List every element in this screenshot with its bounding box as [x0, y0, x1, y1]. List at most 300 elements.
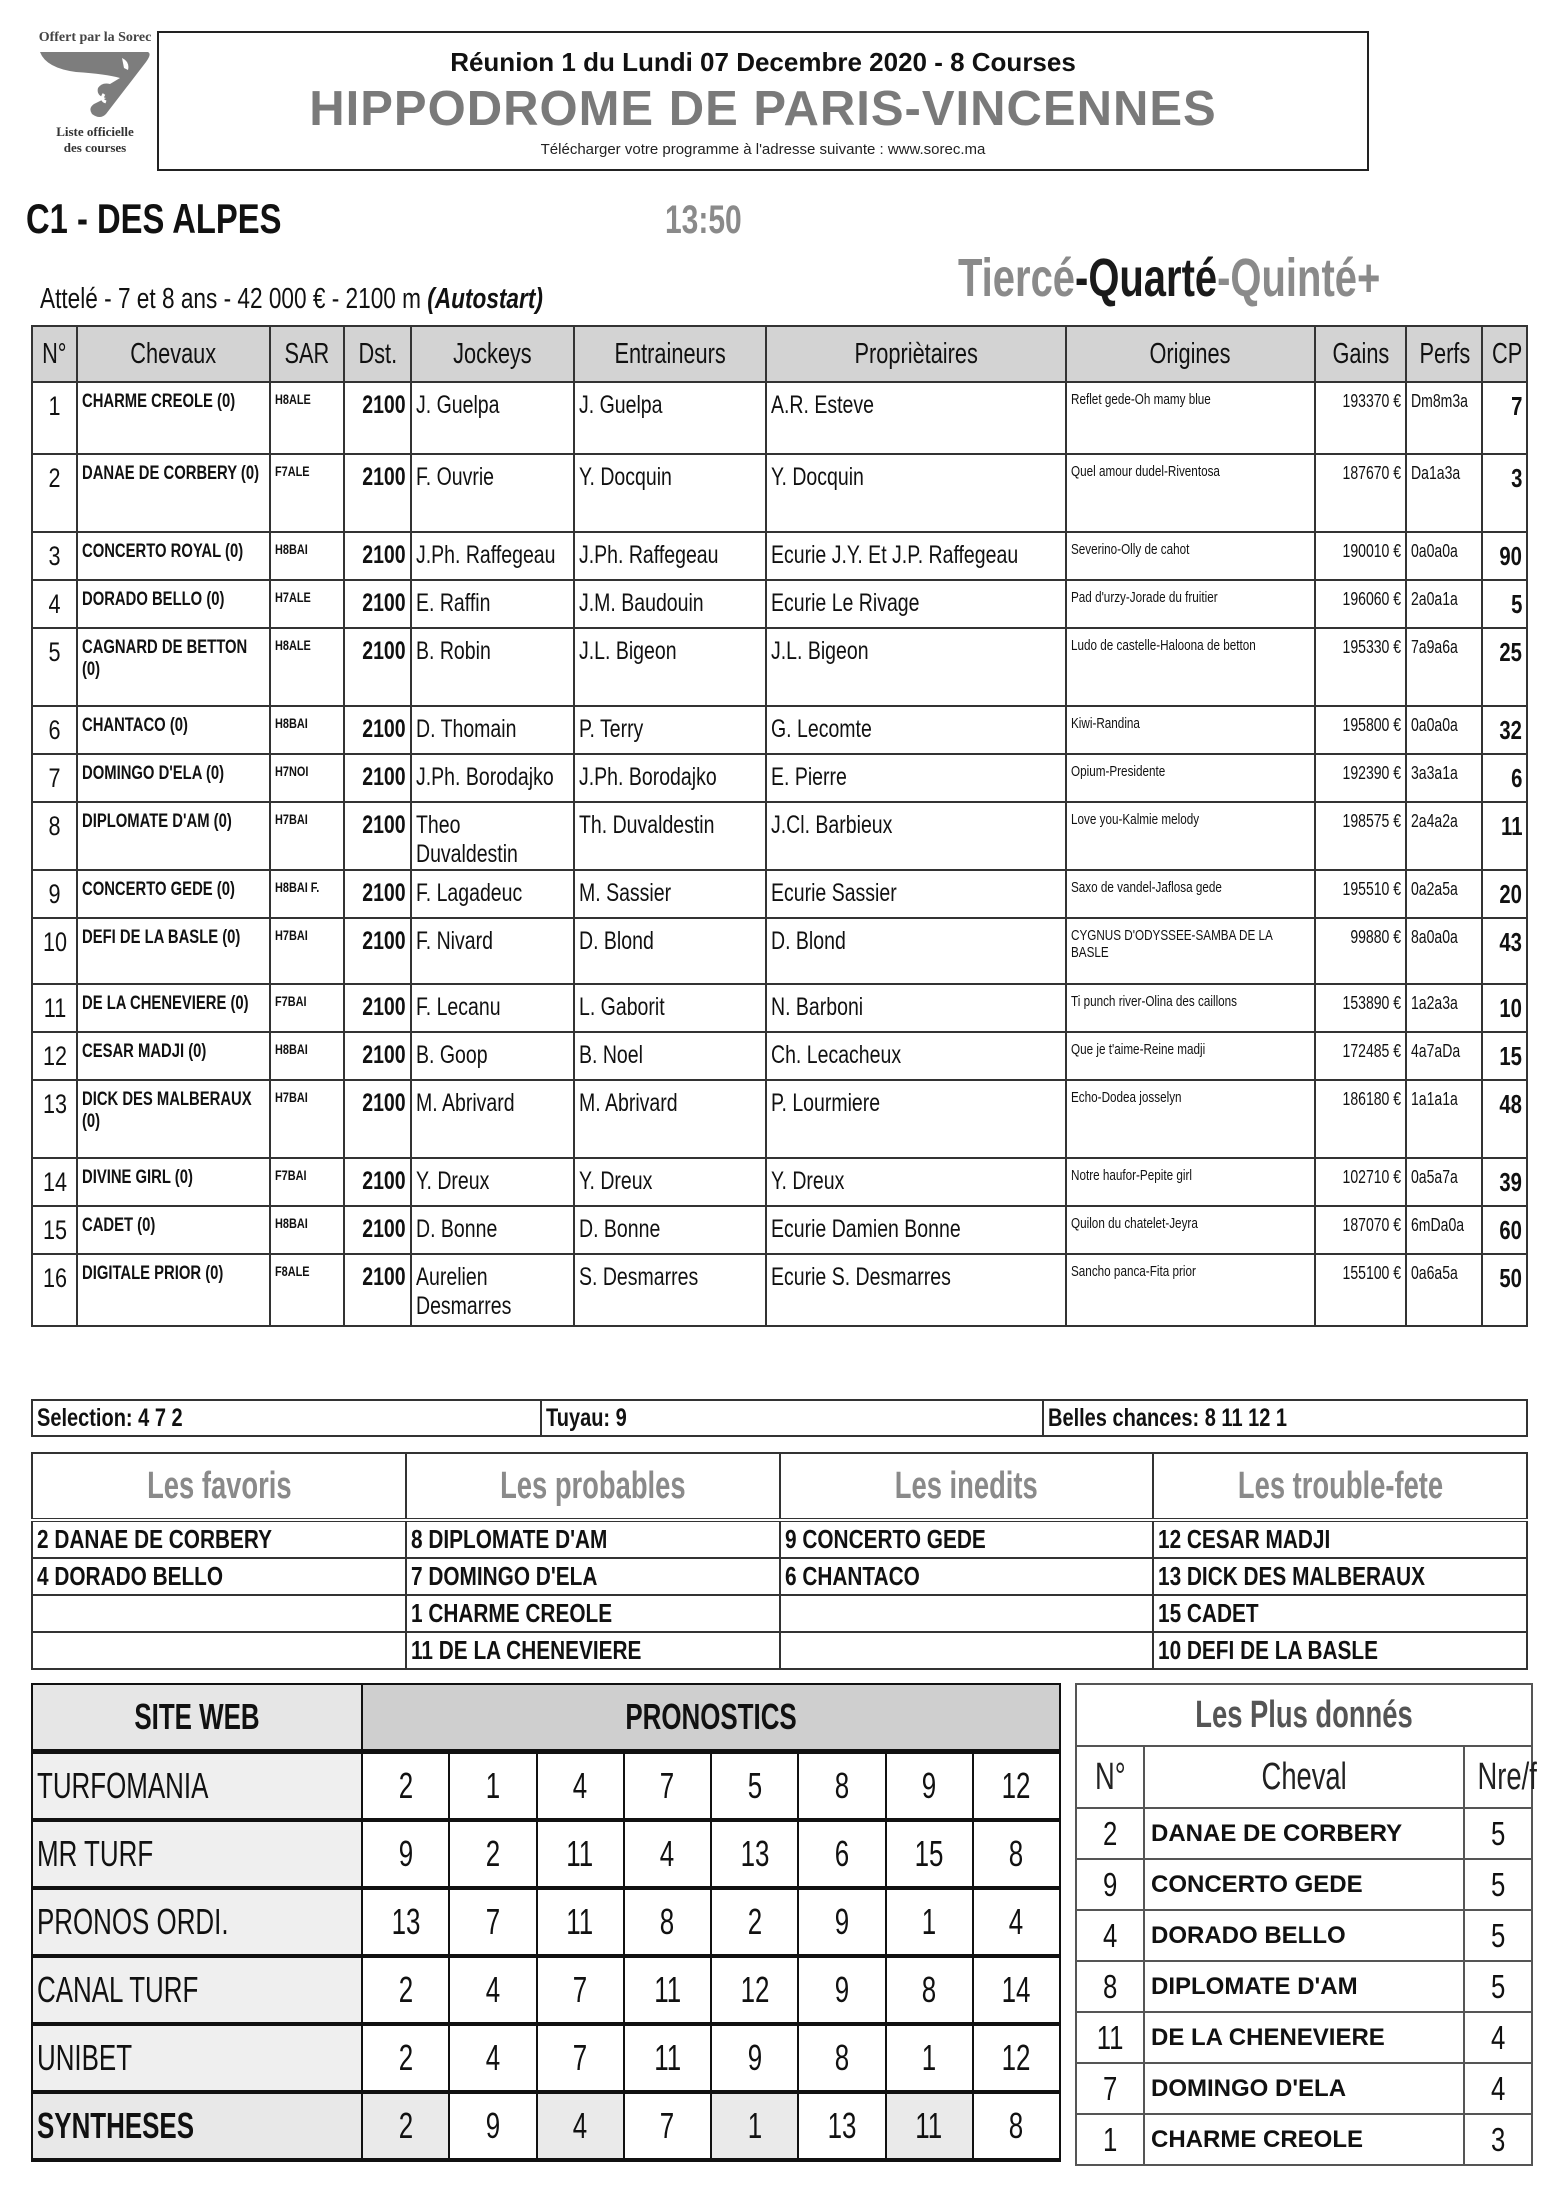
logo-bottom-line2: des courses	[63, 140, 127, 155]
race-info-text: Attelé - 7 et 8 ans - 42 000 € - 2100 m	[40, 283, 428, 315]
bet-quarte: Quarté	[1088, 248, 1218, 308]
trainer-name: D. Bonne	[578, 1215, 661, 1243]
owner-name-cell	[766, 1080, 1065, 1158]
trainer-name-cell	[574, 1254, 766, 1326]
most-picked-count: 5	[1490, 1967, 1506, 2005]
column-header-horse	[77, 326, 269, 382]
runner-row	[32, 870, 1527, 918]
cp-value: 3	[1510, 463, 1522, 493]
sar-code-cell	[270, 802, 345, 870]
perfs-cell	[1406, 628, 1482, 706]
trainer-name: S. Desmarres	[578, 1263, 699, 1291]
pick-cell	[711, 1956, 798, 2024]
trainer-name: Y. Dreux	[578, 1167, 653, 1195]
perfs-cell	[1406, 1080, 1482, 1158]
gains: 186180 €	[1342, 1089, 1402, 1109]
runner-number-cell	[32, 802, 77, 870]
distance: 2100	[362, 1089, 406, 1117]
trainer-name-cell	[574, 802, 766, 870]
sar-code-cell	[270, 454, 345, 532]
pick-number: 9	[834, 1969, 850, 2010]
trainer-name: Th. Duvaldestin	[578, 811, 715, 839]
pronostic-row	[32, 2024, 1060, 2092]
pick-cell	[886, 1820, 973, 1888]
category-cell-probables	[406, 1520, 780, 1558]
gains: 187070 €	[1342, 1215, 1402, 1235]
gains-cell	[1315, 454, 1406, 532]
horse-name-cell	[77, 1158, 269, 1206]
most-picked-count-cell	[1464, 1808, 1532, 1859]
category-cell-favoris	[32, 1632, 406, 1669]
cp-value-cell	[1482, 1158, 1527, 1206]
jockey-name-cell	[411, 1254, 574, 1326]
jockey-name-cell	[411, 1080, 574, 1158]
cp-value: 11	[1500, 811, 1522, 841]
origins-cell	[1066, 1254, 1316, 1326]
jockey-name: F. Ouvrie	[415, 463, 494, 491]
trainer-name: J.L. Bigeon	[578, 637, 677, 665]
origins-cell	[1066, 706, 1316, 754]
site-web-header-text: SITE WEB	[134, 1696, 260, 1737]
pick-cell	[362, 2024, 449, 2092]
origins-cell	[1066, 1032, 1316, 1080]
distance-cell	[344, 706, 410, 754]
origins-cell	[1066, 754, 1316, 802]
most-picked-horse: DIPLOMATE D'AM	[1144, 1961, 1464, 2012]
pick-number: 15	[914, 1833, 944, 1874]
cp-value: 50	[1499, 1263, 1522, 1293]
pick-number: 12	[1001, 2037, 1031, 2078]
most-picked-horse: DE LA CHENEVIERE	[1144, 2012, 1464, 2063]
origins: Sancho panca-Fita prior	[1070, 1263, 1196, 1280]
owner-name: G. Lecomte	[771, 715, 873, 743]
most-picked-title-text: Les Plus donnés	[1195, 1693, 1413, 1736]
pick-number: 9	[747, 2037, 762, 2078]
runner-number-cell	[32, 870, 77, 918]
distance: 2100	[362, 763, 406, 791]
perfs: 4a7aDa	[1411, 1041, 1461, 1061]
gains-cell	[1315, 918, 1406, 984]
owner-name: Y. Dreux	[771, 1167, 845, 1195]
pick-number: 11	[653, 1969, 681, 2010]
sar-code: H8BAI	[274, 541, 308, 557]
owner-name-cell	[766, 802, 1065, 870]
pick-number: 11	[566, 1901, 594, 1942]
jockey-name: F. Lecanu	[415, 993, 501, 1021]
belles-chances-text: Belles chances: 8 11 12 1	[1048, 1404, 1288, 1432]
runner-number: 10	[42, 927, 67, 957]
origins-cell	[1066, 532, 1316, 580]
sar-code: H8ALE	[274, 391, 311, 407]
horse-name-cell	[77, 628, 269, 706]
owner-name: Ecurie Damien Bonne	[771, 1215, 962, 1243]
pick-cell	[624, 1752, 711, 1821]
sar-code: H8BAI	[274, 1041, 308, 1057]
race-conditions	[40, 283, 543, 316]
meeting-title: Réunion 1 du Lundi 07 Decembre 2020 - 8 Courses	[450, 47, 1076, 77]
owner-name: E. Pierre	[771, 763, 848, 791]
owner-name: Y. Docquin	[771, 463, 865, 491]
sar-code: H8BAI	[274, 715, 308, 731]
gains: 195330 €	[1342, 637, 1402, 657]
tuyau-cell	[542, 1401, 1044, 1435]
distance: 2100	[362, 589, 406, 617]
pick-number: 9	[398, 1833, 413, 1874]
perfs-cell	[1406, 1254, 1482, 1326]
most-picked-horse: DORADO BELLO	[1144, 1910, 1464, 1961]
pick-cell	[449, 1888, 536, 1956]
owner-name-cell	[766, 918, 1065, 984]
sar-code: H7NOI	[274, 763, 309, 779]
cp-value: 60	[1499, 1215, 1522, 1245]
runner-number: 7	[48, 763, 61, 793]
pick-number: 12	[740, 1969, 770, 2010]
pick-cell	[798, 2092, 885, 2160]
pick-number: 4	[485, 1969, 501, 2010]
cp-value-cell	[1482, 1080, 1527, 1158]
gains-cell	[1315, 754, 1406, 802]
trainer-name-cell	[574, 1032, 766, 1080]
category-row	[32, 1520, 1527, 1558]
pick-number: 2	[485, 1833, 501, 1874]
origins: Echo-Dodea josselyn	[1070, 1089, 1182, 1106]
cp-value: 90	[1499, 541, 1522, 571]
trainer-name: B. Noel	[578, 1041, 643, 1069]
distance-cell	[344, 870, 410, 918]
trainer-name-cell	[574, 870, 766, 918]
sar-code-cell	[270, 754, 345, 802]
origins-cell	[1066, 1206, 1316, 1254]
horse-name-cell	[77, 870, 269, 918]
sar-code: H8ALE	[274, 637, 311, 653]
pronostic-row	[32, 1956, 1060, 2024]
horse-name-cell	[77, 382, 269, 454]
column-header-label: Gains	[1332, 337, 1390, 370]
perfs: 2a0a1a	[1411, 589, 1458, 609]
site-name: PRONOS ORDI.	[37, 1901, 229, 1942]
origins: Saxo de vandel-Jaflosa gede	[1070, 879, 1222, 896]
horse-name: DEFI DE LA BASLE (0)	[82, 927, 241, 948]
perfs: 3a3a1a	[1411, 763, 1458, 783]
origins-cell	[1066, 984, 1316, 1032]
jockey-name: M. Abrivard	[415, 1089, 515, 1117]
column-header-label: CP	[1491, 337, 1522, 370]
category-entry: 9 CONCERTO GEDE	[784, 1524, 986, 1554]
pronostics-table	[31, 1683, 1061, 2162]
trainer-name: M. Abrivard	[578, 1089, 678, 1117]
distance: 2100	[362, 811, 406, 839]
gains-cell	[1315, 1206, 1406, 1254]
pick-cell	[886, 1752, 973, 1821]
jockey-name-cell	[411, 918, 574, 984]
pick-number: 2	[398, 1765, 413, 1806]
origins: Notre haufor-Pepite girl	[1070, 1167, 1192, 1184]
pick-number: 4	[572, 1765, 588, 1806]
perfs: 2a4a2a	[1411, 811, 1458, 831]
owner-name-cell	[766, 1254, 1065, 1326]
distance-cell	[344, 1032, 410, 1080]
most-picked-header-horse	[1144, 1746, 1464, 1808]
most-picked-row	[1076, 2114, 1532, 2165]
tuyau-text: Tuyau: 9	[546, 1404, 627, 1432]
most-picked-row	[1076, 2063, 1532, 2114]
jockey-name-cell	[411, 1032, 574, 1080]
pick-number: 12	[1001, 1765, 1031, 1806]
owner-name: Ecurie Le Rivage	[771, 589, 920, 617]
most-picked-horse: DOMINGO D'ELA	[1144, 2063, 1464, 2114]
runner-number: 3	[48, 541, 61, 571]
jockey-name: Y. Dreux	[415, 1167, 490, 1195]
category-header-trouble-fete	[1153, 1453, 1527, 1520]
most-picked-number: 9	[1102, 1865, 1118, 1903]
horse-name-cell	[77, 918, 269, 984]
jockey-name: D. Bonne	[415, 1215, 498, 1243]
trainer-name-cell	[574, 706, 766, 754]
runner-row	[32, 754, 1527, 802]
distance: 2100	[362, 715, 406, 743]
perfs-cell	[1406, 1206, 1482, 1254]
horse-name-cell	[77, 1080, 269, 1158]
category-cell-inedits	[780, 1632, 1154, 1669]
horse-name: CESAR MADJI (0)	[82, 1041, 207, 1062]
pick-cell	[973, 1888, 1060, 1956]
pick-cell	[362, 1752, 449, 1821]
horse-name: DANAE DE CORBERY (0)	[82, 463, 260, 484]
column-header-label: Entraineurs	[614, 337, 726, 370]
most-picked-number: 8	[1102, 1967, 1118, 2005]
gains-cell	[1315, 1080, 1406, 1158]
cp-value-cell	[1482, 754, 1527, 802]
pick-number: 1	[921, 1901, 937, 1942]
category-cell-favoris	[32, 1595, 406, 1632]
column-header-gains	[1315, 326, 1406, 382]
owner-name-cell	[766, 1032, 1065, 1080]
category-header-label: Les inedits	[894, 1464, 1038, 1507]
sar-code: H8BAI	[274, 1215, 308, 1231]
distance: 2100	[362, 463, 406, 491]
gains: 198575 €	[1342, 811, 1402, 831]
category-cell-trouble-fete	[1153, 1632, 1527, 1669]
gains-cell	[1315, 532, 1406, 580]
runner-row	[32, 1080, 1527, 1158]
column-header-label: Propriètaires	[854, 337, 978, 370]
horse-name: CONCERTO ROYAL (0)	[82, 541, 244, 562]
jockey-name: Aurelien Desmarres	[415, 1263, 512, 1320]
runner-number-cell	[32, 382, 77, 454]
horse-name-cell	[77, 754, 269, 802]
most-picked-count: 5	[1490, 1916, 1506, 1954]
cp-value-cell	[1482, 1206, 1527, 1254]
perfs: 8a0a0a	[1411, 927, 1458, 947]
owner-name-cell	[766, 454, 1065, 532]
jockey-name-cell	[411, 870, 574, 918]
trainer-name: M. Sassier	[578, 879, 672, 907]
selection-cell	[33, 1401, 542, 1435]
distance-cell	[344, 1080, 410, 1158]
sar-code-cell	[270, 580, 345, 628]
site-name-cell	[32, 2092, 362, 2160]
perfs-cell	[1406, 580, 1482, 628]
site-name: UNIBET	[37, 2037, 133, 2078]
category-entry: 2 DANAE DE CORBERY	[37, 1524, 272, 1554]
cp-value: 7	[1510, 391, 1522, 421]
owner-name: J.Cl. Barbieux	[771, 811, 893, 839]
pick-number: 8	[1009, 1833, 1024, 1874]
distance-cell	[344, 628, 410, 706]
category-entry: 4 DORADO BELLO	[37, 1561, 224, 1591]
most-picked-count-cell	[1464, 1961, 1532, 2012]
most-picked-horse: CHARME CREOLE	[1144, 2114, 1464, 2165]
cp-value: 39	[1499, 1167, 1522, 1197]
distance: 2100	[362, 1215, 406, 1243]
jockey-name-cell	[411, 580, 574, 628]
trainer-name: J.Ph. Borodajko	[578, 763, 717, 791]
distance: 2100	[362, 1263, 406, 1291]
jockey-name: B. Robin	[415, 637, 491, 665]
perfs: 0a0a0a	[1411, 715, 1458, 735]
pick-cell	[886, 2024, 973, 2092]
cp-value-cell	[1482, 1254, 1527, 1326]
runner-number: 9	[48, 879, 61, 909]
cp-value-cell	[1482, 628, 1527, 706]
bet-tierce: Tiercé	[958, 248, 1076, 308]
cp-value-cell	[1482, 802, 1527, 870]
runner-row	[32, 1032, 1527, 1080]
logo-top-text: Offert par la Sorec	[38, 30, 152, 45]
jockey-name-cell	[411, 1158, 574, 1206]
owner-name-cell	[766, 870, 1065, 918]
perfs: 1a2a3a	[1411, 993, 1458, 1013]
perfs-cell	[1406, 1158, 1482, 1206]
gains-cell	[1315, 984, 1406, 1032]
category-entry: 7 DOMINGO D'ELA	[410, 1561, 598, 1591]
pick-number: 4	[572, 2105, 588, 2146]
runner-row	[32, 382, 1527, 454]
distance-cell	[344, 1158, 410, 1206]
category-entry: 11 DE LA CHENEVIERE	[410, 1635, 642, 1665]
origins: CYGNUS D'ODYSSEE-SAMBA DE LA BASLE	[1070, 927, 1272, 961]
perfs: 6mDa0a	[1411, 1215, 1465, 1235]
perfs: 0a5a7a	[1411, 1167, 1458, 1187]
most-picked-row	[1076, 1859, 1532, 1910]
sar-code: H7BAI	[274, 811, 308, 827]
pick-number: 2	[747, 1901, 762, 1942]
sar-code: F7BAI	[274, 993, 307, 1009]
distance-cell	[344, 984, 410, 1032]
download-notice: Télécharger votre programme à l'adresse suivante : www.sorec.ma	[540, 141, 986, 158]
owner-name: Ecurie J.Y. Et J.P. Raffegeau	[771, 541, 1019, 569]
gains: 196060 €	[1342, 589, 1402, 609]
runner-number: 12	[42, 1041, 67, 1071]
site-name-cell	[32, 1820, 362, 1888]
distance: 2100	[362, 637, 406, 665]
pick-cell	[973, 2024, 1060, 2092]
pick-number: 2	[398, 1969, 413, 2010]
pick-number: 8	[921, 1969, 937, 2010]
sar-code-cell	[270, 628, 345, 706]
trainer-name-cell	[574, 1080, 766, 1158]
pick-number: 11	[653, 2037, 681, 2078]
site-name: MR TURF	[37, 1833, 154, 1874]
cp-value: 25	[1499, 637, 1522, 667]
distance-cell	[344, 580, 410, 628]
owner-name-cell	[766, 706, 1065, 754]
cp-value: 48	[1499, 1089, 1522, 1119]
distance: 2100	[362, 927, 406, 955]
pick-cell	[798, 1820, 885, 1888]
cp-value-cell	[1482, 1032, 1527, 1080]
gains-cell	[1315, 1158, 1406, 1206]
pick-number: 2	[398, 2105, 413, 2146]
category-header-label: Les probables	[499, 1464, 686, 1507]
runner-number: 13	[42, 1089, 67, 1119]
gains-cell	[1315, 706, 1406, 754]
runner-number: 14	[42, 1167, 67, 1197]
sar-code: H7BAI	[274, 1089, 308, 1105]
most-picked-title-row	[1076, 1684, 1532, 1746]
pick-number: 11	[566, 1833, 594, 1874]
pick-cell	[362, 1956, 449, 2024]
site-name: SYNTHESES	[37, 2105, 195, 2146]
jockey-name: J.Ph. Raffegeau	[415, 541, 556, 569]
jockey-name: Theo Duvaldestin	[415, 811, 518, 868]
pick-cell	[798, 1956, 885, 2024]
pick-number: 4	[1009, 1901, 1024, 1942]
origins: Que je t'aime-Reine madji	[1070, 1041, 1205, 1058]
origins: Ti punch river-Olina des caillons	[1070, 993, 1237, 1010]
horse-name-cell	[77, 580, 269, 628]
runner-number-cell	[32, 1032, 77, 1080]
category-cell-trouble-fete	[1153, 1558, 1527, 1595]
pick-number: 7	[485, 1901, 501, 1942]
runner-row	[32, 984, 1527, 1032]
jockey-name: B. Goop	[415, 1041, 488, 1069]
column-header-label: Jockeys	[453, 337, 532, 370]
jockey-name: J.Ph. Borodajko	[415, 763, 554, 791]
runner-number-cell	[32, 984, 77, 1032]
owner-name: A.R. Esteve	[771, 391, 875, 419]
most-picked-header-label: Nre/f	[1477, 1755, 1537, 1798]
origins-cell	[1066, 454, 1316, 532]
category-entry: 13 DICK DES MALBERAUX	[1158, 1561, 1426, 1591]
most-picked-number-cell	[1076, 1808, 1144, 1859]
perfs: 0a0a0a	[1411, 541, 1458, 561]
column-header-label: N°	[42, 337, 67, 370]
category-cell-probables	[406, 1558, 780, 1595]
owner-name: Ch. Lecacheux	[771, 1041, 902, 1069]
pick-number: 7	[572, 2037, 588, 2078]
pick-cell	[886, 1956, 973, 2024]
gains: 172485 €	[1342, 1041, 1402, 1061]
category-row	[32, 1558, 1527, 1595]
sar-code-cell	[270, 706, 345, 754]
most-picked-number: 11	[1096, 2018, 1124, 2056]
trainer-name: J.M. Baudouin	[578, 589, 704, 617]
category-row	[32, 1632, 1527, 1669]
most-picked-row	[1076, 1910, 1532, 1961]
perfs: 0a6a5a	[1411, 1263, 1458, 1283]
owner-name-cell	[766, 532, 1065, 580]
pick-cell	[886, 2092, 973, 2160]
trainer-name: P. Terry	[578, 715, 644, 743]
pick-cell	[711, 1820, 798, 1888]
pick-number: 7	[572, 1969, 588, 2010]
origins: Kiwi-Randina	[1070, 715, 1140, 732]
column-header-label: Perfs	[1419, 337, 1471, 370]
perfs-cell	[1406, 706, 1482, 754]
runner-number: 1	[48, 391, 61, 421]
sar-code-cell	[270, 1032, 345, 1080]
